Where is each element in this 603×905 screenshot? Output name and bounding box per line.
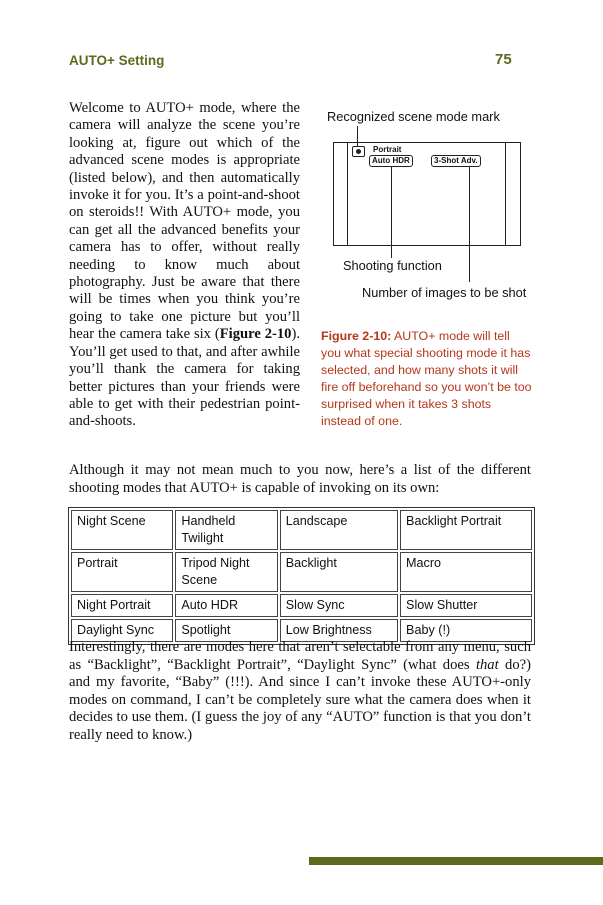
caption-label: Figure 2-10: [321,329,392,343]
table-cell: Spotlight [175,619,277,642]
shot-count-chip: 3-Shot Adv. [431,155,481,167]
closing-paragraph [69,639,531,744]
footer-accent-bar [309,857,603,865]
table-cell: Low Brightness [280,619,398,642]
table-cell: Tripod Night Scene [175,552,277,592]
shooting-function-label: Shooting function [343,258,442,273]
table-cell: Slow Shutter [400,594,532,617]
page-number: 75 [495,51,512,68]
shooting-function-chip: Auto HDR [369,155,413,167]
closing-emphasis: that [475,656,499,673]
table-cell: Night Scene [71,510,173,550]
images-count-label: Number of images to be shot [362,285,527,300]
table-cell: Auto HDR [175,594,277,617]
table-cell: Handheld Twilight [175,510,277,550]
screen-divider-right [505,142,506,246]
scene-mark-label: Recognized scene mode mark [327,109,500,124]
scene-mark-leader-line [357,126,358,146]
shot-count-leader-line [469,166,470,282]
table-cell: Baby (!) [400,619,532,642]
figure-reference: Figure 2-10 [219,326,292,343]
table-cell: Backlight Portrait [400,510,532,550]
table-cell: Night Portrait [71,594,173,617]
table-cell: Slow Sync [280,594,398,617]
closing-text-after: do?) and my favorite, “Baby” (!!!). And since I can’t invoke these AUTO+-only modes on command, I can’t be completely sure what the camera does when it decides to use them. (I guess the joy of any “AUTO” function is that you don’t really need to know.) [69,656,531,743]
table-row [71,510,532,550]
intro-paragraph [69,100,300,431]
table-cell: Portrait [71,552,173,592]
section-title: AUTO+ Setting [69,53,165,68]
table-row [71,552,532,592]
shooting-modes-table [68,507,535,645]
shooting-function-leader-line [391,166,392,258]
modes-list-intro: Although it may not mean much to you now, here’s a list of the different shooting modes that AUTO+ is capable of invoking on its own: [69,462,531,496]
scene-mode-icon [352,146,365,157]
caption-text: AUTO+ mode will tell you what special shooting mode it has selected, and how many shots it will fire off beforehand so you won’t be too surprised when it takes 3 shots instead of one. [321,329,532,428]
camera-screen-frame [333,142,521,246]
closing-text-before: Interestingly, there are modes here that aren’t selectable from any menu, such as “Backlight”, “Backlight Portrait”, “Daylight Sync” (what does [69,639,531,673]
table-cell: Macro [400,552,532,592]
table-cell: Daylight Sync [71,619,173,642]
table-row [71,594,532,617]
intro-text-after: ). You’ll get used to that, and after awhile you’ll thank the camera for taking better pictures than your friends were able to get with their pedestrian point-and-shoots. [69,326,300,430]
intro-text-before: Welcome to AUTO+ mode, where the camera will analyze the scene you’re looking at, figure out which of the advanced scene modes is appropriate (listed below), and then automatically invoke it for you. It’s a point-and-shoot on steroids!! With AUTO+ mode, you can get all the advanced benefits your camera has to offer, without really needing to know much about photography. Just be aware that there will be times when you think you’re going to take one picture but you’ll hear the camera take six ( [69,100,300,343]
table-cell: Backlight [280,552,398,592]
scene-mode-name: Portrait [373,145,402,154]
table-cell: Landscape [280,510,398,550]
screen-divider-left [347,142,348,246]
figure-caption [321,328,533,430]
